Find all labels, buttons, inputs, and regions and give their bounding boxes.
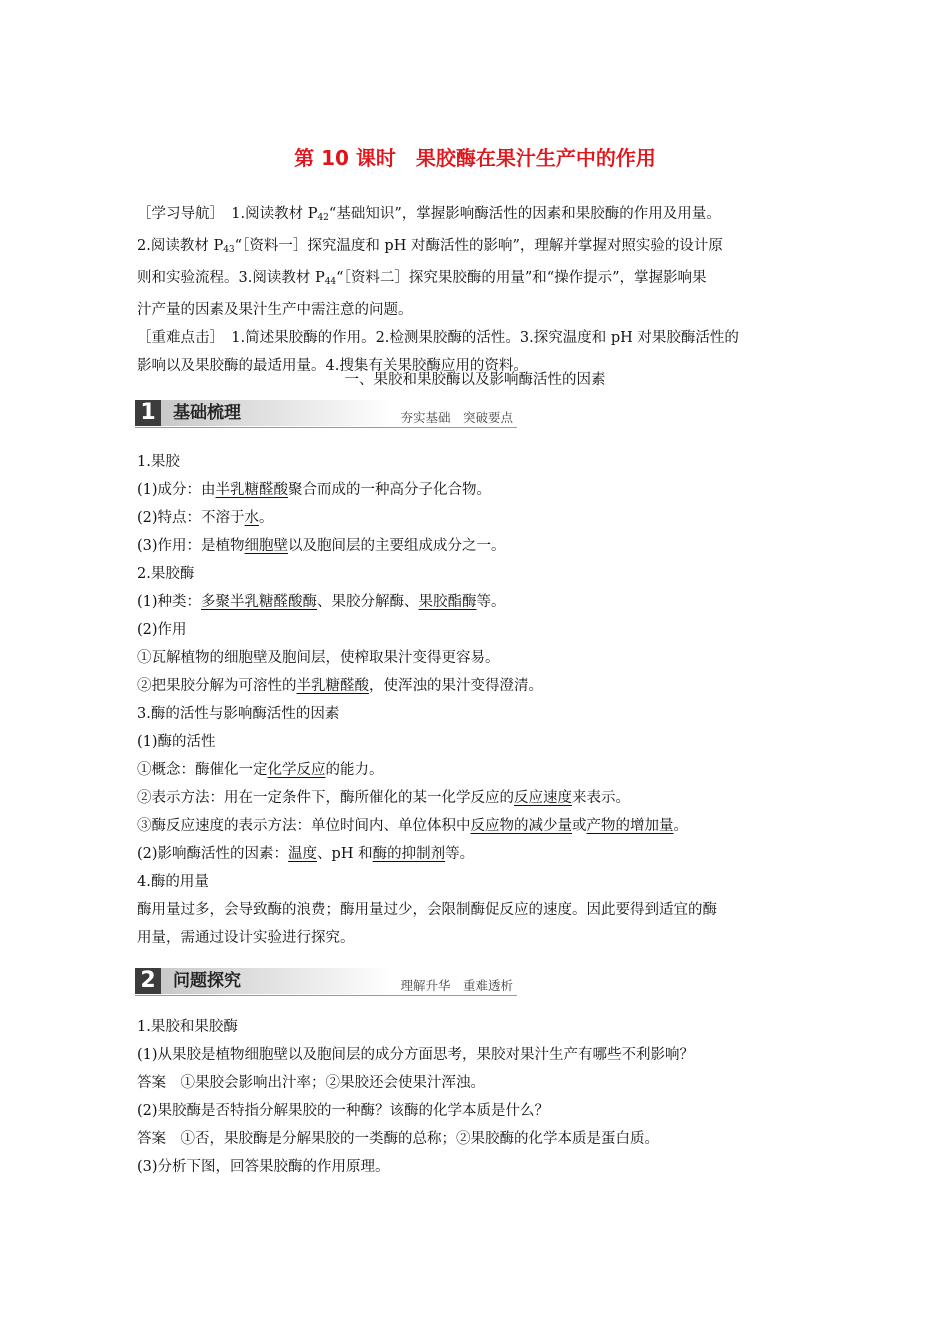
banner-number: 1 <box>135 400 161 426</box>
question-line: (1)从果胶是植物细胞壁以及胞间层的成分方面思考，果胶对果汁生产有哪些不利影响？ <box>137 1047 695 1063</box>
subscript: 42 <box>317 213 329 223</box>
text: 、果胶分解酶、 <box>317 594 419 610</box>
text: 聚合而成的一种高分子化合物。 <box>288 482 492 498</box>
page-title: 第 10 课时 果胶酶在果汁生产中的作用 <box>294 146 656 170</box>
text: ①概念：酶催化一定 <box>137 762 268 778</box>
section-banner-inquiry <box>135 968 517 998</box>
content-line: 3.酶的活性与影响酶活性的因素 <box>137 706 340 722</box>
content-line <box>137 812 827 840</box>
text: 。 <box>259 510 274 526</box>
basics-content <box>137 448 827 952</box>
text: (3)作用：是植物 <box>137 538 245 554</box>
fill-in-answer: 化学反应 <box>267 762 326 778</box>
content-line: 2.果胶酶 <box>137 566 195 582</box>
fill-in-answer: 细胞壁 <box>244 538 289 554</box>
content-line: 酶用量过多，会导致酶的浪费；酶用量过少，会限制酶促反应的速度。因此要得到适宜的酶 <box>137 902 717 918</box>
content-line <box>137 532 827 560</box>
inquiry-content <box>137 1013 827 1181</box>
content-line: 用量，需通过设计实验进行探究。 <box>137 930 355 946</box>
fill-in-answer: 果胶酯酶 <box>418 594 477 610</box>
text: (1)种类： <box>137 594 202 610</box>
content-line: (2)作用 <box>137 622 187 638</box>
text: 的能力。 <box>325 762 384 778</box>
intro-line: 汁产量的因素及果汁生产中需注意的问题。 <box>137 302 413 318</box>
text: “基础知识”，掌握影响酶活性的因素和果胶酶的作用及用量。 <box>328 206 721 222</box>
question-line: (3)分析下图，回答果胶酶的作用原理。 <box>137 1159 390 1175</box>
section-heading: 一、果胶和果胶酶以及影响酶活性的因素 <box>344 372 606 388</box>
text: ②把果胶分解为可溶性的 <box>137 678 297 694</box>
text: 以及胞间层的主要组成成分之一。 <box>288 538 506 554</box>
content-line <box>137 784 827 812</box>
content-line: ①瓦解植物的细胞壁及胞间层，使榨取果汁变得更容易。 <box>137 650 500 666</box>
key-points-line: 影响以及果胶酶的最适用量。4.搜集有关果胶酶应用的资料。 <box>137 358 528 374</box>
fill-in-answer: 水 <box>244 510 260 526</box>
content-line: 4.酶的用量 <box>137 874 209 890</box>
fill-in-answer: 反应物的减少量 <box>470 818 572 834</box>
fill-in-answer: 反应速度 <box>514 790 572 806</box>
intro-line <box>137 264 827 296</box>
text: (2)特点：不溶于 <box>137 510 245 526</box>
fill-in-answer: 半乳糖醛酸 <box>296 678 369 694</box>
text: 或 <box>572 818 587 834</box>
banner-label: 问题探究 <box>173 971 241 991</box>
subscript: 43 <box>223 245 235 255</box>
fill-in-answer: 半乳糖醛酸 <box>215 482 289 498</box>
banner-label: 基础梳理 <box>173 403 241 423</box>
text: ②表示方法：用在一定条件下，酶所催化的某一化学反应的 <box>137 790 514 806</box>
text: 2.阅读教材 P <box>137 238 224 254</box>
content-line: 1.果胶和果胶酶 <box>137 1019 238 1035</box>
banner-rule <box>135 995 517 996</box>
text: (1)成分：由 <box>137 482 216 498</box>
intro-line <box>137 200 827 232</box>
key-points-line: ［重难点击］ 1.简述果胶酶的作用。2.检测果胶酶的活性。3.探究温度和 pH 对果胶酶活性的 <box>137 330 739 346</box>
content-line <box>137 504 827 532</box>
banner-tag: 理解升华 重难透析 <box>400 978 513 993</box>
content-line <box>137 476 827 504</box>
content-line: (1)酶的活性 <box>137 734 216 750</box>
text: “［资料二］探究果胶酶的用量”和“操作提示”，掌握影响果 <box>336 270 707 286</box>
text: ③酶反应速度的表示方法：单位时间内、单位体积中 <box>137 818 471 834</box>
fill-in-answer: 温度 <box>288 846 318 862</box>
intro-line <box>137 232 827 264</box>
subscript: 44 <box>324 277 337 287</box>
answer-line: 答案 ①果胶会影响出汁率；②果胶还会使果汁浑浊。 <box>137 1075 485 1091</box>
content-line <box>137 840 827 868</box>
fill-in-answer: 多聚半乳糖醛酸酶 <box>201 594 318 610</box>
fill-in-answer: 产物的增加量 <box>586 818 674 834</box>
text: ［学习导航］ 1.阅读教材 P <box>137 206 318 222</box>
text: 等。 <box>476 594 506 610</box>
answer-line: 答案 ①否，果胶酶是分解果胶的一类酶的总称；②果胶酶的化学本质是蛋白质。 <box>137 1131 659 1147</box>
content-line <box>137 588 827 616</box>
content-line: 1.果胶 <box>137 454 180 470</box>
text: 、pH 和 <box>317 846 373 862</box>
banner-rule <box>135 427 517 428</box>
content-line <box>137 672 827 700</box>
question-line: (2)果胶酶是否特指分解果胶的一种酶？该酶的化学本质是什么？ <box>137 1103 550 1119</box>
text: 来表示。 <box>572 790 630 806</box>
section-banner-basics <box>135 400 517 430</box>
text: 等。 <box>445 846 475 862</box>
text: 。 <box>673 818 688 834</box>
text: 则和实验流程。3.阅读教材 P <box>137 270 325 286</box>
text: (2)影响酶活性的因素： <box>137 846 289 862</box>
text: “［资料一］探究温度和 pH 对酶活性的影响”，理解并掌握对照实验的设计原 <box>234 238 723 254</box>
content-line <box>137 756 827 784</box>
learning-guide <box>137 200 827 380</box>
banner-number: 2 <box>135 968 161 994</box>
banner-tag: 夯实基础 突破要点 <box>400 410 513 425</box>
text: ，使浑浊的果汁变得澄清。 <box>369 678 543 694</box>
fill-in-answer: 酶的抑制剂 <box>372 846 446 862</box>
